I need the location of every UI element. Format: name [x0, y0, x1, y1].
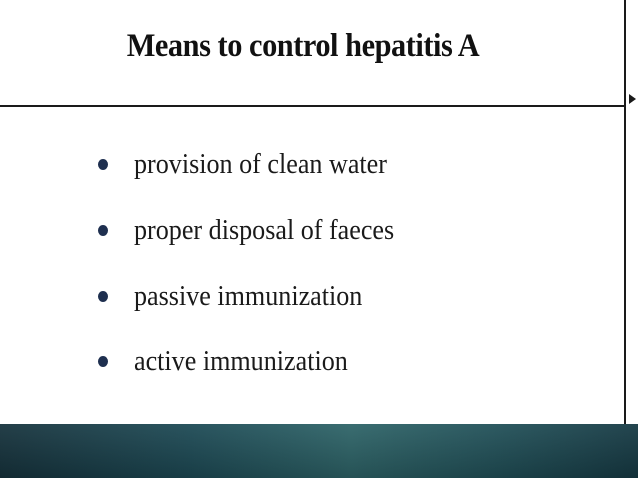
list-item [98, 212, 423, 248]
footer-shade [0, 424, 638, 478]
bullet-text: active immunization [134, 344, 348, 377]
bullet-dot-icon [98, 159, 108, 170]
bullet-text: provision of clean water [134, 147, 387, 180]
bullet-dot-icon [98, 225, 108, 236]
list-item [98, 146, 415, 182]
bullet-dot-icon [98, 291, 108, 302]
corner-arrow-icon [629, 94, 636, 104]
bullet-text: passive immunization [134, 279, 363, 312]
slide-title: Means to control hepatitis A [126, 28, 480, 64]
list-item [98, 343, 372, 379]
right-rule [624, 105, 626, 424]
list-item [98, 278, 388, 314]
bullet-text: proper disposal of faeces [134, 213, 395, 246]
bullet-dot-icon [98, 356, 108, 367]
